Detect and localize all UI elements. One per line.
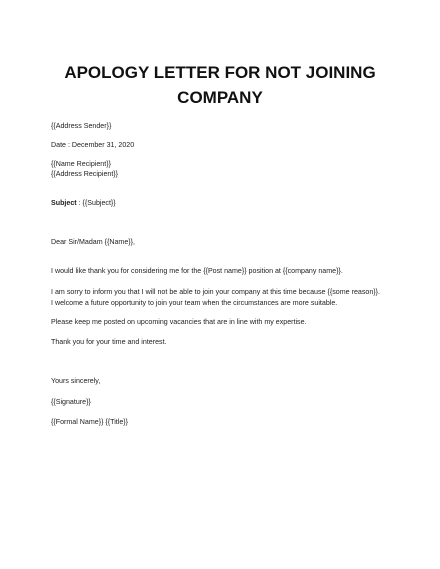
closing: Yours sincerely, [51, 377, 101, 385]
paragraph-keep-posted: Please keep me posted on upcoming vacancies that are in line with my expertise. [51, 318, 307, 326]
paragraph-thank-you: Thank you for your time and interest. [51, 338, 167, 346]
salutation: Dear Sir/Madam {{Name}}, [51, 238, 135, 246]
address-sender: {{Address Sender}} [51, 122, 112, 130]
subject-value: : {{Subject}} [76, 199, 116, 207]
paragraph-thanks: I would like thank you for considering me for the {{Post name}} position at {{company name}}. [51, 267, 343, 275]
signature: {{Signature}} [51, 398, 91, 406]
address-recipient: {{Address Recipient}} [51, 170, 119, 178]
letter-date: Date : December 31, 2020 [51, 141, 135, 149]
formal-name-title: {{Formal Name}} {{Title}} [51, 418, 129, 426]
name-recipient: {{Name Recipient}} [51, 160, 111, 168]
subject-line [51, 198, 116, 208]
paragraph-apology: I am sorry to inform you that I will not be able to join your company at this time because {{some reason}}. I welcome a future opportunity to join your team when the circumstances are more suitable. [51, 288, 380, 307]
letter-title-line-2: COMPANY [177, 88, 263, 107]
subject-label: Subject [51, 199, 77, 207]
letter-title-line-1: APOLOGY LETTER FOR NOT JOINING [64, 63, 376, 82]
